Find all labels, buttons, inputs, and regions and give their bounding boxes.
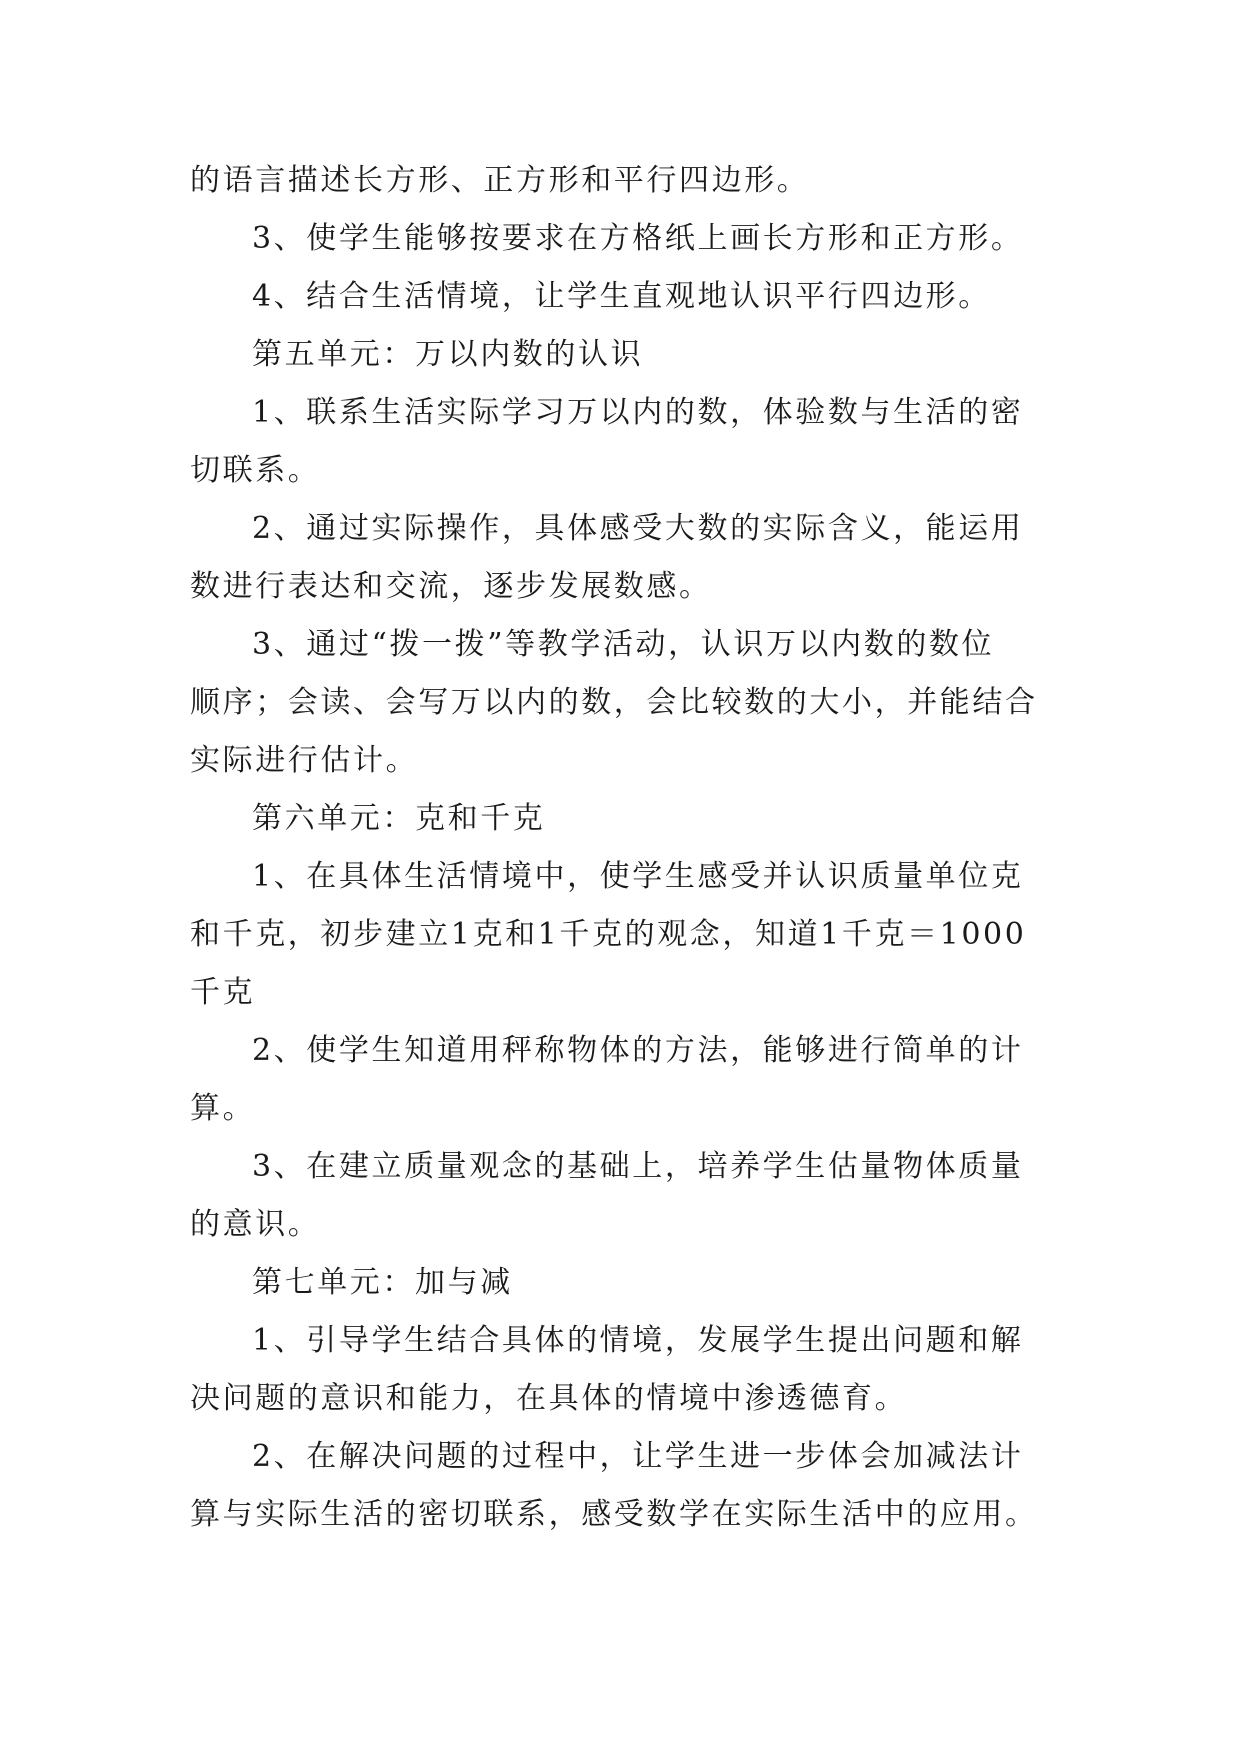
document-body <box>190 152 1062 1544</box>
text-line: 2、在解决问题的过程中，让学生进一步体会加减法计 <box>252 1439 1024 1474</box>
text-line: 实际进行估计。 <box>190 743 419 778</box>
text-line: 3、在建立质量观念的基础上，培养学生估量物体质量 <box>252 1149 1024 1184</box>
text-line: 1、在具体生活情境中，使学生感受并认识质量单位克 <box>252 859 1024 894</box>
text-line: 和千克，初步建立1克和1千克的观念，知道1千克＝1000 <box>190 917 1027 952</box>
text-line: 4、结合生活情境，让学生直观地认识平行四边形。 <box>252 279 991 314</box>
text-line: 算。 <box>190 1091 256 1126</box>
text-line: 数进行表达和交流，逐步发展数感。 <box>190 569 712 604</box>
section-heading: 第五单元：万以内数的认识 <box>252 337 644 372</box>
text-line: 2、使学生知道用秤称物体的方法，能够进行简单的计 <box>252 1033 1024 1068</box>
text-line: 2、通过实际操作，具体感受大数的实际含义，能运用 <box>252 511 1024 546</box>
section-heading: 第七单元：加与减 <box>252 1265 513 1300</box>
text-line: 的意识。 <box>190 1207 321 1242</box>
text-line: 千克 <box>190 975 256 1010</box>
text-line: 3、通过“拨一拨”等教学活动，认识万以内数的数位 <box>252 627 995 662</box>
text-line: 3、使学生能够按要求在方格纸上画长方形和正方形。 <box>252 221 1024 256</box>
text-line: 算与实际生活的密切联系，感受数学在实际生活中的应用。 <box>190 1497 1038 1532</box>
text-line: 1、引导学生结合具体的情境，发展学生提出问题和解 <box>252 1323 1024 1358</box>
text-line: 顺序；会读、会写万以内的数，会比较数的大小，并能结合 <box>190 685 1038 720</box>
text-line: 切联系。 <box>190 453 321 488</box>
section-heading: 第六单元：克和千克 <box>252 801 546 836</box>
text-line: 的语言描述长方形、正方形和平行四边形。 <box>190 163 810 198</box>
text-line: 决问题的意识和能力，在具体的情境中渗透德育。 <box>190 1381 908 1416</box>
text-line: 1、联系生活实际学习万以内的数，体验数与生活的密 <box>252 395 1024 430</box>
